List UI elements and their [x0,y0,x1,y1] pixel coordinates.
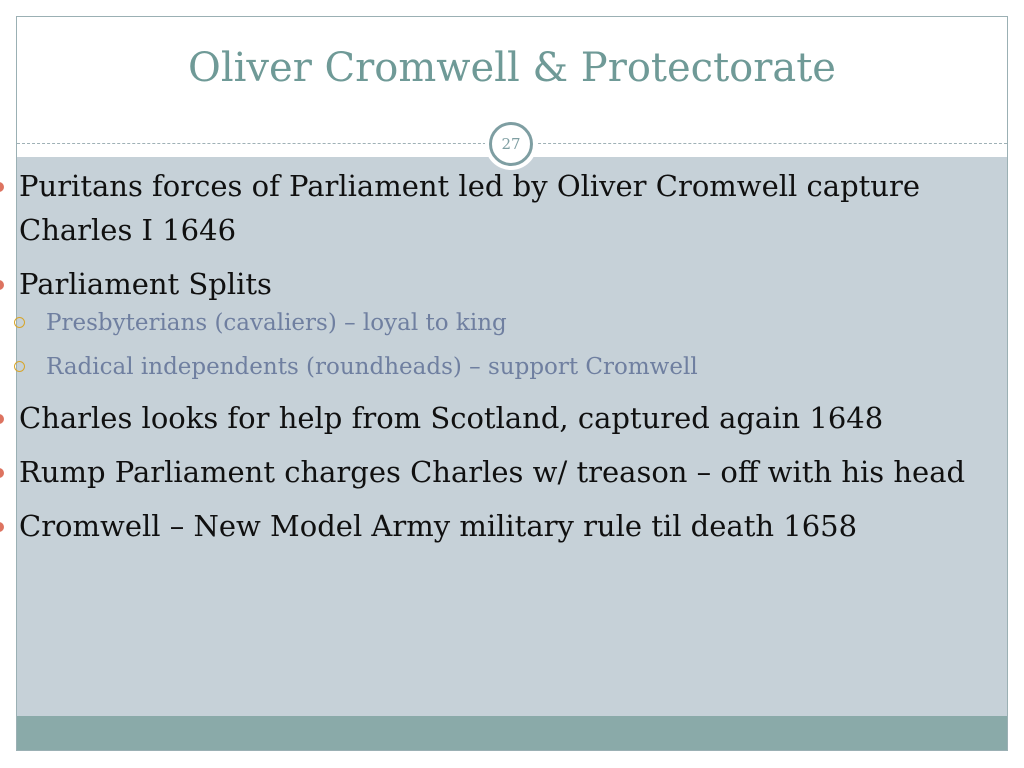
bullet-text: Parliament Splits [19,267,272,301]
sub-bullet-item [0,352,992,382]
sub-bullet-text: Radical independents (roundheads) – support Cromwell [46,354,698,380]
bullet-list [0,164,992,558]
bullet-dot-icon [0,414,4,424]
bullet-item [0,450,992,494]
sub-bullet-ring-icon [14,317,25,328]
bullet-item [0,164,992,252]
bullet-text: Rump Parliament charges Charles w/ treason – off with his head [19,455,966,489]
slide-title: Oliver Cromwell & Protectorate [188,45,836,91]
bullet-item [0,262,992,306]
bullet-item [0,396,992,440]
bullet-dot-icon [0,182,4,192]
bullet-text: Puritans forces of Parliament led by Oliver Cromwell capture Charles I 1646 [19,169,920,247]
bullet-text: Charles looks for help from Scotland, captured again 1648 [19,401,884,435]
bullet-dot-icon [0,468,4,478]
slide-number-badge: 27 [489,122,533,166]
sub-bullet-group [0,308,992,382]
sub-bullet-text: Presbyterians (cavaliers) – loyal to king [46,310,507,336]
bullet-text: Cromwell – New Model Army military rule til death 1658 [19,509,858,543]
bullet-dot-icon [0,280,4,290]
sub-bullet-item [0,308,992,338]
bullet-dot-icon [0,522,4,532]
bullet-item [0,504,992,548]
sub-bullet-ring-icon [14,361,25,372]
footer-band [17,716,1007,750]
